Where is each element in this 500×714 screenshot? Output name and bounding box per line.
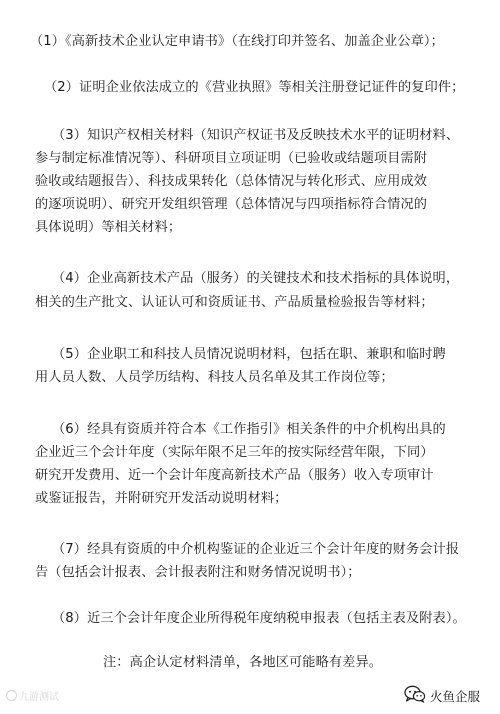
item-3-line-3: 验收或结题报告）、科技成果转化（总体情况与转化形式、应用成效	[35, 174, 428, 189]
item-1-line-1: （1）《高新技术企业认定申请书》（在线打印并签名、加盖企业公章）；	[30, 34, 444, 49]
item-7-line-2: 告（包括会计报表、会计报表附注和财务情况说明书）；	[35, 565, 361, 580]
watermark-text: 九游测试	[19, 692, 59, 703]
item-3-line-1: （3）知识产权相关材料（知识产权证书及反映技术水平的证明材料、	[52, 128, 460, 143]
item-6-line-3: 研究开发费用、近一个会计年度高新技术产品（服务）收入专项审计	[35, 468, 434, 483]
watermark-icon	[6, 690, 17, 701]
brand-name: 火鱼企服	[430, 689, 481, 704]
item-5-line-2: 用人员人数、人员学历结构、科技人员名单及其工作岗位等；	[35, 370, 394, 385]
item-3-line-2: 参与制定标准情况等）、科研项目立项证明（已验收或结题项目需附	[35, 151, 428, 166]
item-6-line-1: （6）经具有资质并符合本《工作指引》相关条件的中介机构出具的	[52, 422, 446, 437]
item-4-line-1: （4）企业高新技术产品（服务）的关键技术和技术指标的具体说明，	[52, 271, 460, 286]
footnote: 注：高企认定材料清单，各地区可能略有差异。	[103, 655, 383, 670]
item-6-line-2: 企业近三个会计年度（实际年限不足三年的按实际经营年限，下同）	[35, 445, 434, 460]
item-4-line-2: 相关的生产批文、认证认可和资质证书、产品质量检验报告等材料；	[35, 295, 434, 310]
item-5-line-1: （5）企业职工和科技人员情况说明材料，包括在职、兼职和临时聘	[52, 347, 446, 362]
item-8-line-1: （8）近三个会计年度企业所得税年度纳税申报表（包括主表及附表）。	[52, 611, 466, 626]
item-3-line-5: 具体说明）等相关材料；	[35, 220, 182, 235]
item-2-line-1: （2）证明企业依法成立的《营业执照》等相关注册登记证件的复印件；	[44, 80, 465, 95]
item-3-line-4: 的逐项说明）、研究开发组织管理（总体情况与四项指标符合情况的	[35, 197, 428, 212]
brand-watermark	[404, 686, 480, 706]
item-6-line-4: 或鉴证报告，并附研究开发活动说明材料；	[35, 491, 288, 506]
item-7-line-1: （7）经具有资质的中介机构鉴证的企业近三个会计年度的财务会计报	[52, 542, 460, 557]
wechat-icon	[404, 685, 426, 707]
corner-watermark	[6, 688, 59, 703]
